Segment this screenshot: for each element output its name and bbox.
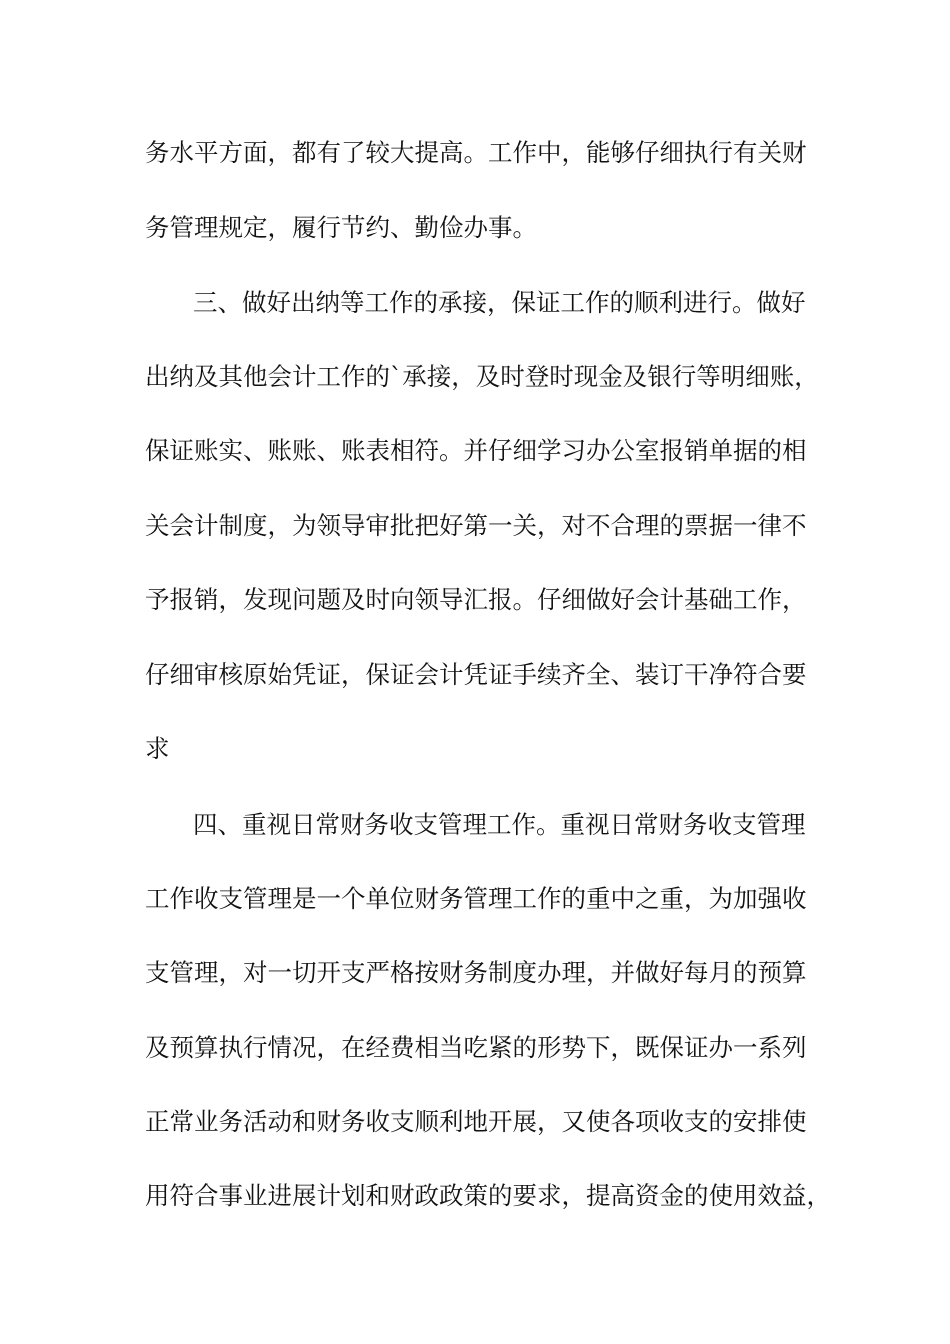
text-line: 工作收支管理是一个单位财务管理工作的重中之重，为加强收 — [145, 884, 807, 913]
paragraph-heading-3: 三、做好出纳等工作的承接，保证工作的顺利进行。做好 — [193, 288, 806, 317]
text-line: 及预算执行情况，在经费相当吃紧的形势下，既保证办一系列 — [145, 1033, 807, 1062]
text-line: 务水平方面，都有了较大提高。工作中，能够仔细执行有关财 — [145, 138, 807, 167]
paragraph-heading-4: 四、重视日常财务收支管理工作。重视日常财务收支管理 — [193, 810, 806, 839]
text-line: 予报销，发现问题及时向领导汇报。仔细做好会计基础工作， — [145, 585, 807, 614]
text-line: 正常业务活动和财务收支顺利地开展，又使各项收支的安排使 — [145, 1107, 807, 1136]
text-line: 出纳及其他会计工作的`承接，及时登时现金及银行等明细账， — [145, 362, 819, 391]
text-line: 保证账实、账账、账表相符。并仔细学习办公室报销单据的相 — [145, 436, 807, 465]
text-line: 用符合事业进展计划和财政政策的要求，提高资金的使用效益， — [145, 1181, 831, 1210]
text-line: 关会计制度，为领导审批把好第一关，对不合理的票据一律不 — [145, 511, 807, 540]
text-line: 支管理，对一切开支严格按财务制度办理，并做好每月的预算 — [145, 958, 807, 987]
text-line: 仔细审核原始凭证，保证会计凭证手续齐全、装订干净符合要 — [145, 660, 807, 689]
text-line: 求 — [145, 734, 170, 763]
text-line: 务管理规定，履行节约、勤俭办事。 — [145, 213, 537, 242]
